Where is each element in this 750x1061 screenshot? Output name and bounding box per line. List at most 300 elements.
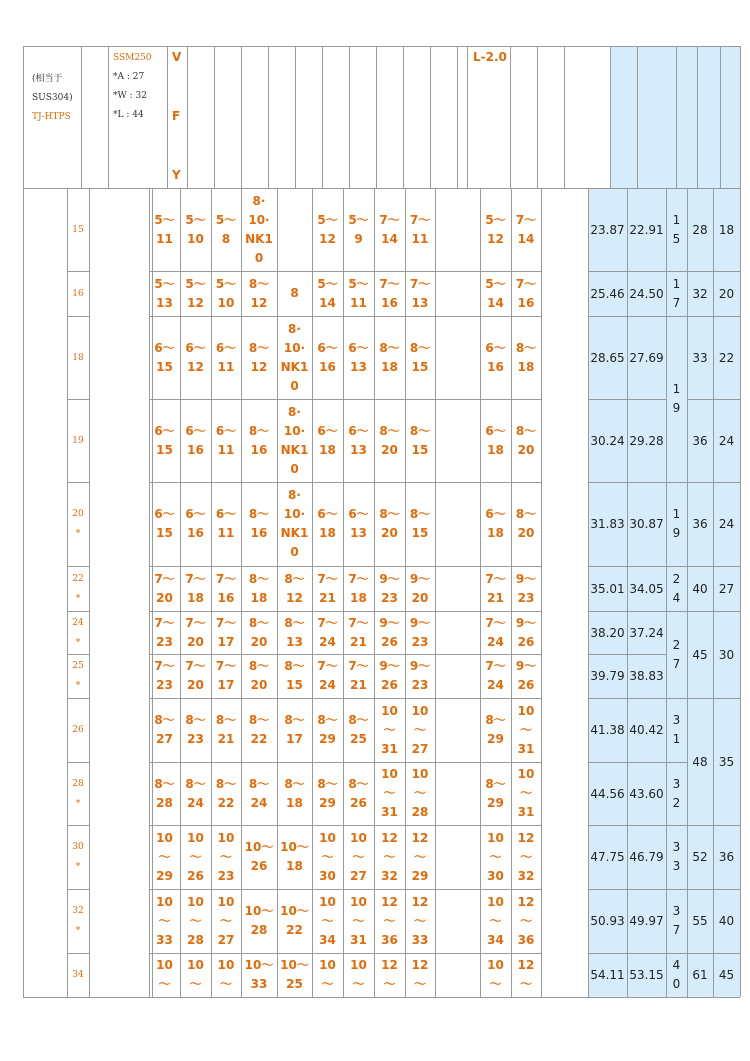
dim-value: 40.42	[629, 723, 664, 737]
value-text: 7～ 16	[215, 571, 237, 605]
material-code: TJ-HTPS	[32, 112, 71, 122]
v-label: F	[172, 109, 181, 123]
value-cell	[405, 611, 435, 654]
a-value: 28	[692, 222, 708, 237]
value-cell	[277, 762, 312, 825]
value-text: 8～ 29	[485, 776, 506, 810]
dim-cell	[627, 188, 666, 271]
value-cell	[241, 654, 277, 698]
value-text: 8～ 18	[515, 340, 537, 374]
v-label: V	[172, 50, 182, 64]
b-cell	[713, 316, 740, 399]
value-text: 10 ～ 30	[487, 830, 504, 883]
dim-value: 27.69	[629, 350, 664, 365]
value-text: 8～ 13	[284, 615, 305, 649]
value-cell	[149, 188, 180, 271]
value-text: 10 ～ 33	[156, 894, 173, 947]
value-text: 6～ 13	[348, 507, 369, 540]
a-value: 36	[692, 517, 708, 531]
dim-cell	[627, 698, 666, 762]
dim-value: 24.50	[629, 286, 664, 301]
value-cell	[277, 611, 312, 654]
value-text: 12 ～ 36	[517, 894, 535, 947]
dim-value: 50.93	[590, 914, 625, 928]
value-cell	[480, 611, 511, 654]
value-cell	[277, 889, 312, 953]
value-cell	[277, 188, 312, 271]
value-text: 10 ～ 28	[411, 767, 429, 819]
value-cell	[480, 654, 511, 698]
value-text: 6～ 18	[317, 423, 338, 457]
dim-value: 37.24	[629, 625, 664, 640]
value-text: 12 ～ 29	[411, 830, 429, 883]
value-text: 10 ～ 26	[187, 830, 204, 883]
param-label: *L : 44	[113, 110, 144, 120]
dim-cell	[588, 188, 627, 271]
s-value: 1 9	[672, 382, 681, 415]
value-text: 6～ 18	[317, 507, 338, 540]
dim-cell	[627, 889, 666, 953]
size-label: 24 *	[72, 617, 84, 648]
value-cell	[343, 566, 374, 611]
value-text: 8～ 22	[215, 776, 237, 810]
dim-cell	[627, 399, 666, 482]
s-cell	[666, 271, 687, 316]
value-text: 7～ 20	[154, 571, 175, 605]
b-cell	[713, 889, 740, 953]
value-cell	[149, 654, 180, 698]
value-cell	[241, 271, 277, 316]
value-text: 8～ 20	[515, 423, 537, 457]
dim-value: 38.20	[590, 625, 625, 640]
value-cell	[149, 566, 180, 611]
value-cell	[511, 953, 541, 997]
dim-cell	[627, 316, 666, 399]
dim-value: 49.97	[629, 914, 664, 928]
size-label: 16	[72, 288, 84, 299]
grid-line	[541, 188, 542, 997]
value-cell	[405, 953, 435, 997]
grid-line	[637, 46, 638, 188]
a-value: 32	[692, 286, 708, 301]
s-value: 3 3	[672, 840, 681, 873]
value-text: 7～ 14	[379, 212, 400, 246]
value-cell	[211, 953, 241, 997]
value-text: 10 ～ 31	[381, 703, 398, 756]
param-label: *A : 27	[113, 72, 145, 82]
value-cell	[405, 825, 435, 889]
dim-value: 38.83	[629, 669, 664, 683]
value-text: 7～ 24	[317, 659, 338, 692]
value-cell	[480, 889, 511, 953]
value-cell	[277, 399, 312, 482]
grid-line	[108, 46, 109, 188]
dim-value: 22.91	[629, 222, 664, 237]
value-cell	[211, 566, 241, 611]
value-text: 8～ 20	[248, 659, 270, 692]
value-text: 10 ～ 27	[411, 703, 429, 756]
dim-value: 43.60	[629, 786, 664, 801]
value-cell	[211, 762, 241, 825]
value-text: 6～ 11	[215, 507, 237, 540]
value-text: 12 ～	[517, 958, 535, 991]
value-text: 6～ 13	[348, 340, 369, 374]
value-text: 10 ～	[187, 958, 204, 991]
value-cell	[277, 482, 312, 566]
value-cell	[241, 889, 277, 953]
value-text: 8～ 26	[348, 776, 369, 810]
value-text: 12 ～ 33	[411, 894, 429, 947]
value-text: 8～ 28	[154, 776, 175, 810]
value-cell	[277, 566, 312, 611]
value-text: 10～ 25	[280, 958, 309, 991]
value-text: 7～ 16	[515, 276, 537, 310]
value-cell	[312, 399, 343, 482]
value-cell	[241, 698, 277, 762]
value-cell	[180, 825, 211, 889]
value-text: 7～ 18	[348, 571, 369, 605]
value-cell	[149, 825, 180, 889]
grid-line	[89, 188, 90, 997]
s-cell	[666, 611, 687, 698]
grid-line	[467, 46, 468, 188]
grid-line	[697, 46, 698, 188]
value-text: 7～ 21	[317, 571, 338, 605]
value-text: 8· 10· NK1 0	[280, 321, 309, 393]
grid-line	[376, 46, 377, 188]
value-cell	[343, 654, 374, 698]
b-cell	[713, 566, 740, 611]
dim-cell	[627, 566, 666, 611]
value-text: 8～ 24	[248, 776, 270, 810]
value-cell	[374, 399, 405, 482]
value-cell	[511, 566, 541, 611]
value-cell	[405, 271, 435, 316]
value-text: 10 ～ 27	[350, 830, 367, 883]
value-cell	[180, 271, 211, 316]
a-value: 33	[692, 350, 708, 365]
value-cell	[149, 316, 180, 399]
value-cell	[343, 825, 374, 889]
value-text: 8～ 20	[515, 507, 537, 540]
value-cell	[511, 698, 541, 762]
dim-value: 30.87	[629, 517, 664, 531]
value-cell	[405, 762, 435, 825]
value-cell	[405, 399, 435, 482]
value-cell	[180, 654, 211, 698]
header-note: (相当于	[32, 74, 63, 84]
dim-cell	[627, 825, 666, 889]
s-cell	[666, 825, 687, 889]
value-text: 8～ 16	[248, 507, 270, 540]
value-text: 6～ 16	[317, 340, 338, 374]
a-value: 61	[692, 968, 708, 982]
value-text: 8～ 29	[317, 713, 338, 746]
grid-line	[720, 46, 721, 188]
value-text: 8· 10· NK1 0	[280, 488, 309, 559]
dim-value: 29.28	[629, 433, 664, 448]
grid-line	[322, 46, 323, 188]
value-cell	[211, 611, 241, 654]
s-value: 1 7	[672, 276, 681, 310]
value-text: 10 ～ 31	[517, 703, 535, 756]
value-text: 10 ～ 31	[381, 767, 398, 819]
header-note: SUS304)	[32, 93, 73, 103]
value-text: 12 ～ 36	[381, 894, 398, 947]
value-cell	[374, 482, 405, 566]
value-text: 7～ 20	[185, 615, 206, 649]
dim-cell	[588, 482, 627, 566]
value-text: 8～ 24	[185, 776, 206, 810]
value-text: 10 ～	[319, 958, 336, 991]
value-text: 5～ 12	[485, 212, 506, 246]
value-text: 6～ 18	[485, 423, 506, 457]
value-text: 10 ～ 34	[319, 894, 336, 947]
dim-cell	[588, 611, 627, 654]
value-text: 6～ 13	[348, 423, 369, 457]
value-text: 6～ 16	[185, 423, 206, 457]
size-label: 20 *	[72, 509, 84, 539]
value-text: 6～ 16	[185, 507, 206, 540]
b-value: 20	[718, 286, 735, 301]
dim-cell	[627, 762, 666, 825]
value-cell	[180, 698, 211, 762]
a-cell	[687, 825, 713, 889]
value-cell	[511, 316, 541, 399]
value-text: 8～ 17	[284, 713, 305, 746]
value-cell	[241, 399, 277, 482]
value-text: 10 ～	[156, 958, 173, 991]
model-label: SSM250	[113, 53, 152, 63]
dim-value: 35.01	[590, 581, 625, 596]
value-text: 8～ 18	[248, 571, 270, 605]
value-text: 6～ 15	[154, 507, 175, 540]
value-cell	[374, 271, 405, 316]
value-cell	[149, 889, 180, 953]
value-cell	[277, 316, 312, 399]
value-text: 8～ 15	[409, 507, 431, 540]
value-text: 5～ 13	[154, 276, 175, 310]
grid-line	[23, 46, 740, 47]
dim-cell	[627, 482, 666, 566]
value-text: 5～ 8	[215, 212, 237, 246]
value-cell	[277, 271, 312, 316]
dim-cell	[588, 316, 627, 399]
value-text: 10～ 26	[244, 840, 274, 873]
value-cell	[312, 188, 343, 271]
s-value: 4 0	[672, 958, 681, 991]
param-label: *W : 32	[113, 91, 147, 101]
grid-line	[81, 46, 82, 188]
value-text: 8～ 22	[248, 713, 270, 746]
a-cell	[687, 316, 713, 399]
value-cell	[241, 825, 277, 889]
value-cell	[511, 825, 541, 889]
value-text: 9～ 26	[515, 659, 537, 692]
a-cell	[687, 889, 713, 953]
value-text: 8· 10· NK1 0	[280, 404, 309, 476]
value-cell	[480, 316, 511, 399]
value-text: 5～ 11	[348, 276, 369, 310]
value-cell	[312, 271, 343, 316]
value-cell	[149, 953, 180, 997]
value-text: 10 ～ 31	[350, 894, 367, 947]
value-cell	[180, 482, 211, 566]
value-text: 6～ 15	[154, 340, 175, 374]
a-cell	[687, 271, 713, 316]
dim-value: 47.75	[590, 850, 625, 864]
value-cell	[511, 611, 541, 654]
s-cell	[666, 953, 687, 997]
size-label: 32 *	[72, 906, 84, 936]
value-text: 10 ～ 29	[156, 830, 173, 883]
b-value: 18	[718, 222, 735, 237]
value-cell	[374, 825, 405, 889]
value-cell	[480, 399, 511, 482]
value-text: 5～ 9	[348, 212, 369, 246]
value-cell	[374, 953, 405, 997]
b-cell	[713, 188, 740, 271]
s-cell	[666, 188, 687, 271]
dim-cell	[588, 399, 627, 482]
value-text: 5～ 11	[154, 212, 175, 246]
value-cell	[180, 611, 211, 654]
value-cell	[277, 654, 312, 698]
value-text: 8～ 16	[248, 423, 270, 457]
value-text: 10～ 22	[280, 904, 309, 937]
a-cell	[687, 566, 713, 611]
s-value: 2 7	[672, 637, 681, 671]
value-text: 6～ 15	[154, 423, 175, 457]
b-cell	[713, 399, 740, 482]
s-cell	[666, 316, 687, 482]
value-cell	[211, 482, 241, 566]
value-cell	[277, 953, 312, 997]
b-value: 22	[718, 350, 735, 365]
value-cell	[180, 566, 211, 611]
a-cell	[687, 953, 713, 997]
grid-line	[435, 188, 436, 997]
value-cell	[343, 889, 374, 953]
grid-line	[430, 46, 431, 188]
value-text: 7～ 11	[409, 212, 431, 246]
value-cell	[480, 953, 511, 997]
value-text: 6～ 16	[485, 340, 506, 374]
b-cell	[713, 482, 740, 566]
grid-line	[610, 46, 611, 188]
grid-line	[403, 46, 404, 188]
value-text: 6～ 11	[215, 423, 237, 457]
value-cell	[405, 566, 435, 611]
value-cell	[343, 188, 374, 271]
value-text: 8· 10· NK1 0	[245, 193, 273, 265]
value-cell	[480, 188, 511, 271]
value-text: 9～ 23	[409, 659, 431, 692]
value-cell	[312, 953, 343, 997]
dim-value: 39.79	[590, 669, 625, 683]
dim-cell	[588, 889, 627, 953]
value-cell	[405, 654, 435, 698]
value-text: 7～ 24	[485, 615, 506, 649]
value-cell	[241, 953, 277, 997]
value-cell	[374, 654, 405, 698]
value-cell	[343, 762, 374, 825]
value-cell	[312, 889, 343, 953]
value-cell	[180, 762, 211, 825]
value-text: 9～ 23	[515, 571, 537, 605]
value-cell	[374, 889, 405, 953]
value-cell	[211, 271, 241, 316]
s-cell	[666, 762, 687, 825]
dim-value: 25.46	[590, 286, 625, 301]
value-text: 10 ～ 34	[487, 894, 504, 947]
value-text: 7～ 23	[154, 659, 175, 692]
value-text: 7～ 21	[348, 615, 369, 649]
value-text: 8～ 21	[215, 713, 237, 746]
value-cell	[211, 698, 241, 762]
value-text: 8～ 18	[379, 340, 400, 374]
size-label: 25 *	[72, 661, 84, 691]
dim-cell	[588, 825, 627, 889]
value-cell	[241, 188, 277, 271]
b-value: 45	[718, 968, 735, 982]
s-cell	[666, 889, 687, 953]
dim-value: 31.83	[590, 517, 625, 531]
grid-line	[295, 46, 296, 188]
dim-value: 44.56	[590, 786, 625, 801]
value-text: 7～ 24	[485, 659, 506, 692]
grid-line	[23, 188, 24, 997]
l-label: L-2.0	[473, 50, 507, 64]
value-cell	[374, 188, 405, 271]
value-text: 8～ 12	[248, 276, 270, 310]
dim-value: 54.11	[590, 968, 625, 982]
value-text: 9～ 26	[379, 615, 400, 649]
a-cell	[687, 698, 713, 825]
dim-value: 41.38	[590, 723, 625, 737]
value-cell	[180, 316, 211, 399]
value-cell	[241, 762, 277, 825]
value-cell	[149, 762, 180, 825]
value-text: 7～ 18	[185, 571, 206, 605]
a-value: 45	[692, 647, 708, 662]
value-text: 8～ 23	[185, 713, 206, 746]
value-text: 10 ～	[487, 958, 504, 991]
value-text: 8～ 20	[379, 507, 400, 540]
value-cell	[180, 953, 211, 997]
size-label: 28 *	[72, 778, 84, 809]
a-value: 48	[692, 754, 708, 769]
dim-cell	[627, 953, 666, 997]
value-cell	[211, 316, 241, 399]
a-value: 40	[692, 581, 708, 596]
value-text: 6～ 18	[485, 507, 506, 540]
value-cell	[241, 316, 277, 399]
value-text: 12 ～ 32	[517, 830, 535, 883]
value-cell	[277, 825, 312, 889]
a-value: 52	[692, 850, 708, 864]
value-text: 12 ～	[411, 958, 429, 991]
value-cell	[180, 188, 211, 271]
value-cell	[374, 762, 405, 825]
value-text: 9～ 26	[379, 659, 400, 692]
grid-line	[23, 46, 24, 188]
value-cell	[343, 271, 374, 316]
dim-value: 28.65	[590, 350, 625, 365]
grid-line	[214, 46, 215, 188]
size-label: 26	[72, 725, 84, 735]
grid-line	[268, 46, 269, 188]
